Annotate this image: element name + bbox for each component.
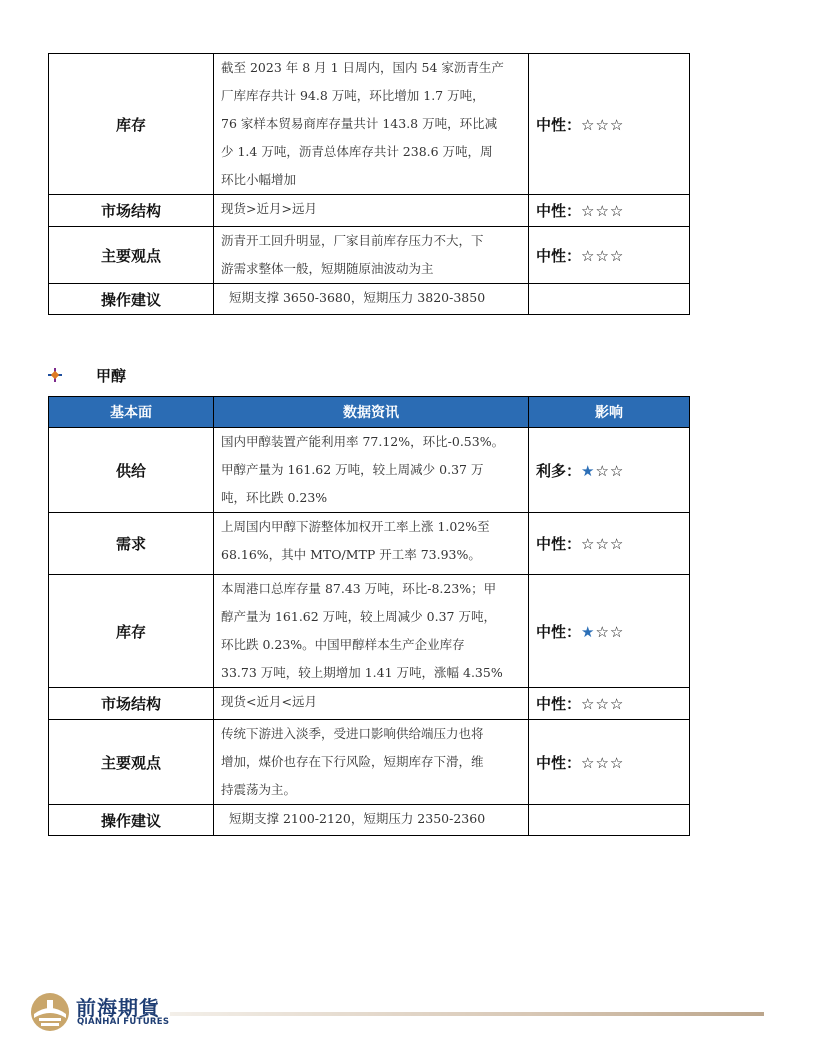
rating-stars — [581, 535, 624, 553]
table-row — [49, 688, 690, 720]
row-label: 操作建议 — [49, 284, 214, 315]
info-line: 国内甲醇装置产能利用率 77.12%，环比-0.53%。 — [221, 434, 505, 449]
row-info — [214, 54, 529, 195]
info-line: 短期支撑 2100-2120，短期压力 2350-2360 — [229, 811, 486, 826]
impact-label: 中性： — [536, 202, 582, 220]
row-label: 主要观点 — [49, 720, 214, 805]
row-info — [214, 805, 529, 836]
info-line: 增加，煤价也存在下行风险，短期库存下滑，维 — [221, 754, 484, 769]
row-label: 主要观点 — [49, 227, 214, 284]
row-label: 市场结构 — [49, 195, 214, 227]
row-label: 库存 — [49, 575, 214, 688]
impact-label: 中性： — [536, 695, 582, 713]
info-line: 厂库库存共计 94.8 万吨，环比增加 1.7 万吨， — [221, 88, 485, 103]
star-outline-icon: ☆ — [595, 246, 610, 265]
impact-cell — [529, 284, 690, 315]
star-outline-icon: ☆ — [609, 535, 625, 553]
info-line: 环比小幅增加 — [221, 172, 297, 187]
star-outline-icon: ☆ — [595, 622, 610, 641]
info-line: 游需求整体一般，短期随原油波动为主 — [221, 261, 434, 276]
info-line: 少 1.4 万吨，沥青总体库存共计 238.6 万吨，周 — [221, 144, 493, 159]
info-line: 33.73 万吨，较上期增加 1.41 万吨，涨幅 4.35% — [221, 665, 503, 680]
asphalt-table — [48, 53, 690, 315]
brand-name-cn: 前海期貨 — [76, 996, 160, 1020]
row-info — [214, 284, 529, 315]
table-row — [49, 284, 690, 315]
impact-cell — [529, 575, 690, 688]
info-line: 传统下游进入淡季，受进口影响供给端压力也将 — [221, 726, 484, 741]
rating-stars — [581, 695, 624, 713]
table-header-row — [49, 397, 690, 428]
row-label: 需求 — [49, 513, 214, 575]
star-outline-icon: ☆ — [595, 461, 610, 480]
rating-stars — [581, 754, 624, 772]
info-line: 甲醇产量为 161.62 万吨，较上周减少 0.37 万 — [221, 462, 484, 477]
section-title: 甲醇 — [96, 366, 127, 385]
row-info — [214, 575, 529, 688]
star-filled-icon: ★ — [581, 461, 596, 480]
methanol-table — [48, 396, 690, 836]
info-line: 吨，环比跌 0.23% — [221, 490, 328, 505]
info-line: 截至 2023 年 8 月 1 日周内，国内 54 家沥青生产 — [221, 60, 504, 75]
qianhai-emblem-icon — [30, 992, 70, 1032]
impact-cell — [529, 688, 690, 720]
info-line: 现货>近月>远月 — [221, 201, 317, 216]
rating-stars — [581, 623, 624, 641]
page-footer — [30, 990, 770, 1034]
rating-stars — [581, 202, 624, 220]
impact-cell — [529, 805, 690, 836]
row-info — [214, 688, 529, 720]
star-outline-icon: ☆ — [581, 535, 596, 553]
impact-cell — [529, 227, 690, 284]
table-row — [49, 227, 690, 284]
row-info — [214, 227, 529, 284]
info-line: 沥青开工回升明显，厂家目前库存压力不大，下 — [221, 233, 484, 248]
info-line: 76 家样本贸易商库存量共计 143.8 万吨，环比减 — [221, 116, 498, 131]
table-row — [49, 575, 690, 688]
star-outline-icon: ☆ — [609, 622, 625, 641]
info-line: 68.16%，其中 MTO/MTP 开工率 73.93%。 — [221, 547, 481, 562]
info-line: 上周国内甲醇下游整体加权开工率上涨 1.02%至 — [221, 519, 490, 534]
impact-cell — [529, 428, 690, 513]
impact-label: 利多： — [536, 461, 582, 480]
star-outline-icon: ☆ — [581, 695, 596, 713]
star-outline-icon: ☆ — [595, 202, 610, 220]
header-fundamentals: 基本面 — [49, 397, 214, 428]
row-info — [214, 195, 529, 227]
info-line: 醇产量为 161.62 万吨，较上周减少 0.37 万吨， — [221, 609, 496, 624]
row-label: 库存 — [49, 54, 214, 195]
star-outline-icon: ☆ — [609, 695, 625, 713]
star-outline-icon: ☆ — [581, 115, 596, 134]
impact-label: 中性： — [536, 622, 582, 641]
row-label: 操作建议 — [49, 805, 214, 836]
table-row — [49, 195, 690, 227]
header-data-info: 数据资讯 — [214, 397, 529, 428]
impact-cell — [529, 513, 690, 575]
table-row — [49, 805, 690, 836]
row-label: 供给 — [49, 428, 214, 513]
star-outline-icon: ☆ — [595, 753, 610, 772]
header-impact: 影响 — [529, 397, 690, 428]
star-outline-icon: ☆ — [609, 461, 625, 480]
row-info — [214, 513, 529, 575]
impact-cell — [529, 54, 690, 195]
info-line: 环比跌 0.23%。中国甲醇样本生产企业库存 — [221, 637, 465, 652]
star-outline-icon: ☆ — [581, 246, 596, 265]
table-row — [49, 720, 690, 805]
impact-label: 中性： — [536, 535, 582, 553]
impact-cell — [529, 720, 690, 805]
table-row — [49, 513, 690, 575]
info-line: 现货<近月<远月 — [221, 694, 317, 709]
star-outline-icon: ☆ — [595, 115, 610, 134]
impact-label: 中性： — [536, 753, 582, 772]
star-filled-icon: ★ — [581, 622, 596, 641]
star-outline-icon: ☆ — [609, 753, 625, 772]
row-info — [214, 720, 529, 805]
brand-name-en: QIANHAI FUTURES — [77, 1017, 170, 1027]
row-info — [214, 428, 529, 513]
star-outline-icon: ☆ — [581, 202, 596, 220]
info-line: 本周港口总库存量 87.43 万吨，环比-8.23%；甲 — [221, 581, 497, 596]
rating-stars — [581, 116, 624, 134]
impact-cell — [529, 195, 690, 227]
star-outline-icon: ☆ — [581, 753, 596, 772]
footer-divider — [170, 1012, 764, 1016]
star-outline-icon: ☆ — [609, 202, 625, 220]
row-label: 市场结构 — [49, 688, 214, 720]
section-heading-methanol — [48, 363, 126, 387]
impact-label: 中性： — [536, 246, 582, 265]
star-outline-icon: ☆ — [609, 246, 625, 265]
table-row — [49, 428, 690, 513]
star-outline-icon: ☆ — [595, 695, 610, 713]
table-row — [49, 54, 690, 195]
diamond-cross-bullet-icon — [48, 368, 62, 382]
info-line: 短期支撑 3650-3680，短期压力 3820-3850 — [229, 290, 486, 305]
star-outline-icon: ☆ — [609, 115, 625, 134]
impact-label: 中性： — [536, 115, 582, 134]
rating-stars — [581, 462, 624, 480]
star-outline-icon: ☆ — [595, 535, 610, 553]
rating-stars — [581, 247, 624, 265]
info-line: 持震荡为主。 — [221, 782, 297, 797]
